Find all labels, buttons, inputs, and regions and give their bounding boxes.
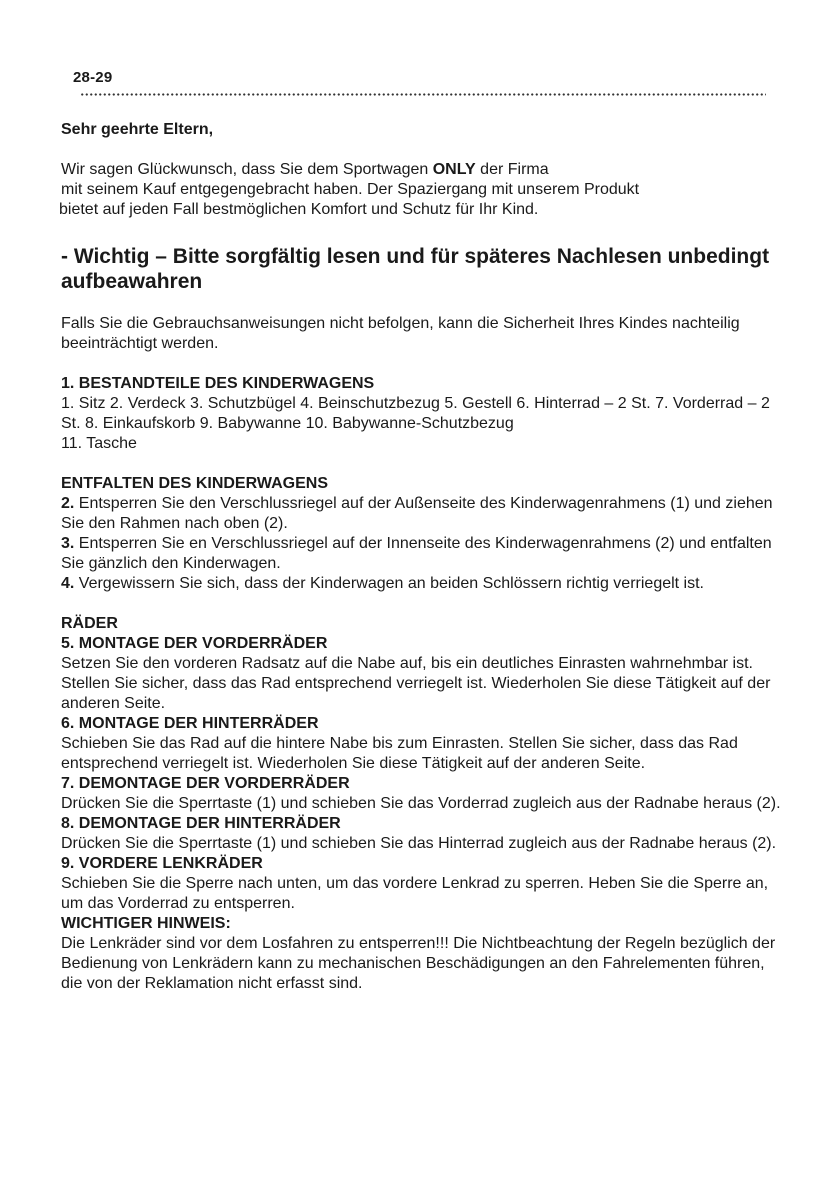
components-heading: 1. BESTANDTEILE DES KINDERWAGENS <box>61 375 375 392</box>
important-notice-text: Die Lenkräder sind vor dem Losfahren zu entsperren!!! Die Nichtbeachtung der Regeln bezüglich der Bedienung von Lenkrädern kann zu mechanischen Beschädigungen an den Fahrelementen führen, die von der Reklamation nicht erfasst sind. <box>61 935 776 992</box>
unfolding-step: 3. Entsperren Sie en Verschlussriegel auf der Innenseite des Kinderwagenrahmens (2) und entfalten Sie gänzlich den Kinderwagen. <box>61 535 772 572</box>
components-list: 1. Sitz 2. Verdeck 3. Schutzbügel 4. Beinschutzbezug 5. Gestell 6. Hinterrad – 2 St. 7. Vorderrad – 2 St. 8. Einkaufskorb 9. Babywanne 10. Babywanne-Schutzbezug <box>61 395 770 432</box>
page-number: 28-29 <box>73 69 113 86</box>
rear-wheel-mount-heading: 6. MONTAGE DER HINTERRÄDER <box>61 715 319 732</box>
intro-paragraph <box>61 160 783 220</box>
document-body <box>61 120 783 994</box>
swivel-wheels-heading: 9. VORDERE LENKRÄDER <box>61 855 263 872</box>
wheels-section <box>61 614 783 994</box>
components-section <box>61 374 783 454</box>
unfolding-heading: ENTFALTEN DES KINDERWAGENS <box>61 475 328 492</box>
components-list-last: 11. Tasche <box>61 435 137 452</box>
important-notice-heading: WICHTIGER HINWEIS: <box>61 915 231 932</box>
swivel-wheels-text: Schieben Sie die Sperre nach unten, um das vordere Lenkrad zu sperren. Heben Sie die Sperre an, um das Vorderrad zu entsperren. <box>61 875 769 912</box>
front-wheel-mount-heading: 5. MONTAGE DER VORDERRÄDER <box>61 635 328 652</box>
rear-wheel-removal-text: Drücken Sie die Sperrtaste (1) und schieben Sie das Hinterrad zugleich aus der Radnabe heraus (2). <box>61 835 777 852</box>
rear-wheel-mount-text: Schieben Sie das Rad auf die hintere Nabe bis zum Einrasten. Stellen Sie sicher, dass das Rad entsprechend verriegelt ist. Wiederholen Sie diese Tätigkeit auf der anderen Seite. <box>61 735 738 772</box>
dotted-divider <box>80 93 766 96</box>
unfolding-step: 4. Vergewissern Sie sich, dass der Kinderwagen an beiden Schlössern richtig verriegelt ist. <box>61 575 704 592</box>
important-heading: - Wichtig – Bitte sorgfältig lesen und für späteres Nachlesen unbedingt aufbeawahren <box>61 245 770 293</box>
intro-line-3: bietet auf jeden Fall bestmöglichen Komfort und Schutz für Ihr Kind. <box>59 201 539 218</box>
intro-line-1: Wir sagen Glückwunsch, dass Sie dem Sportwagen ONLY der Firma <box>61 161 549 178</box>
wheels-heading: RÄDER <box>61 615 118 632</box>
rear-wheel-removal-heading: 8. DEMONTAGE DER HINTERRÄDER <box>61 815 341 832</box>
unfolding-section <box>61 474 783 594</box>
warning-paragraph: Falls Sie die Gebrauchsanweisungen nicht befolgen, kann die Sicherheit Ihres Kindes nachteilig beeinträchtigt werden. <box>61 315 740 352</box>
intro-line-2: mit seinem Kauf entgegengebracht haben. Der Spaziergang mit unserem Produkt <box>61 181 640 198</box>
brand-name: ONLY <box>432 161 476 178</box>
front-wheel-removal-heading: 7. DEMONTAGE DER VORDERRÄDER <box>61 775 350 792</box>
unfolding-step: 2. Entsperren Sie den Verschlussriegel auf der Außenseite des Kinderwagenrahmens (1) und ziehen Sie den Rahmen nach oben (2). <box>61 495 773 532</box>
front-wheel-mount-text: Setzen Sie den vorderen Radsatz auf die Nabe auf, bis ein deutliches Einrasten wahrnehmbar ist. Stellen Sie sicher, dass das Rad entsprechend verriegelt ist. Wiederholen Sie diese Tätigkeit auf der anderen Seite. <box>61 655 771 712</box>
salutation: Sehr geehrte Eltern, <box>61 121 214 138</box>
front-wheel-removal-text: Drücken Sie die Sperrtaste (1) und schieben Sie das Vorderrad zugleich aus der Radnabe heraus (2). <box>61 795 781 812</box>
